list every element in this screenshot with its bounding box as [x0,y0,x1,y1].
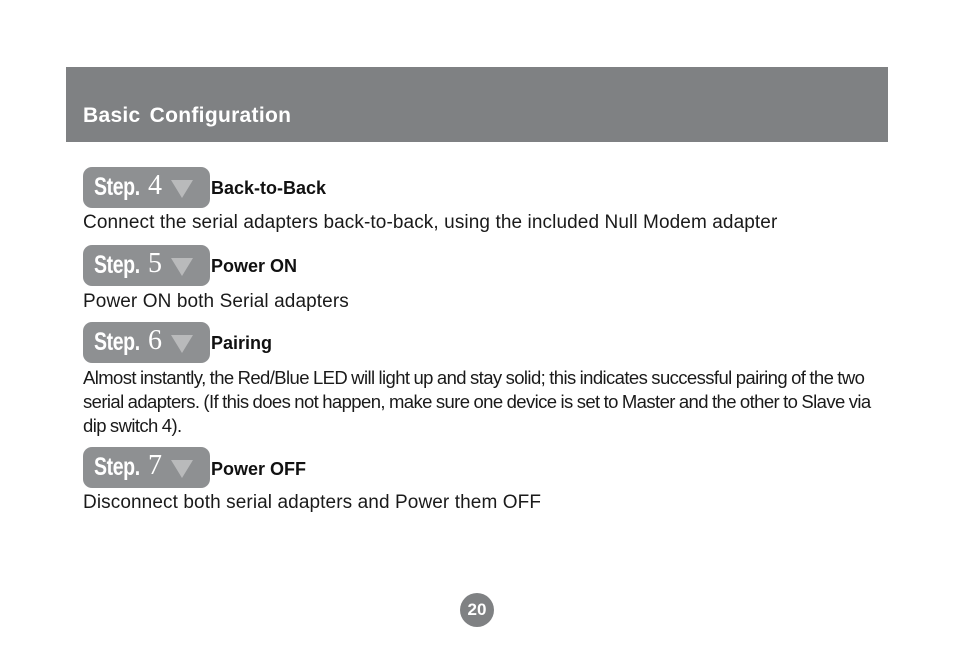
step-title: Pairing [211,333,273,353]
step-4 [83,167,883,235]
step-header [83,167,883,209]
step-badge-number: 7 [148,450,162,481]
step-description: Disconnect both serial adapters and Power them OFF [83,492,542,513]
step-title: Back-to-Back [211,178,327,198]
step-badge [83,245,210,286]
step-badge-word: Step. [94,453,140,481]
step-title: Power ON [211,256,298,276]
step-badge [83,322,210,363]
step-header [83,245,883,287]
step-5 [83,245,883,314]
page-number: 20 [460,593,494,627]
down-triangle-icon [171,180,193,198]
step-badge [83,167,210,208]
section-header-bar [66,67,888,142]
step-description: Almost instantly, the Red/Blue LED will light up and stay solid; this indicates successful pairing of the two serial adapters. (If this does not happen, make sure one device is set to Master and the other to Slave via dip switch 4). [83,367,871,436]
down-triangle-icon [171,258,193,276]
step-badge-word: Step. [94,251,140,279]
step-badge-word: Step. [94,328,140,356]
down-triangle-icon [171,335,193,353]
down-triangle-icon [171,460,193,478]
step-description: Power ON both Serial adapters [83,291,349,312]
step-6 [83,322,883,438]
step-badge-number: 5 [148,248,162,279]
step-description: Connect the serial adapters back-to-back, using the included Null Modem adapter [83,212,778,233]
step-header [83,322,883,364]
step-7 [83,447,883,515]
step-title: Power OFF [211,459,307,479]
section-title: Basic Configuration [83,104,292,127]
step-badge [83,447,210,488]
step-badge-number: 4 [148,170,162,201]
step-badge-word: Step. [94,173,140,201]
step-badge-number: 6 [148,325,162,356]
step-header [83,447,883,489]
